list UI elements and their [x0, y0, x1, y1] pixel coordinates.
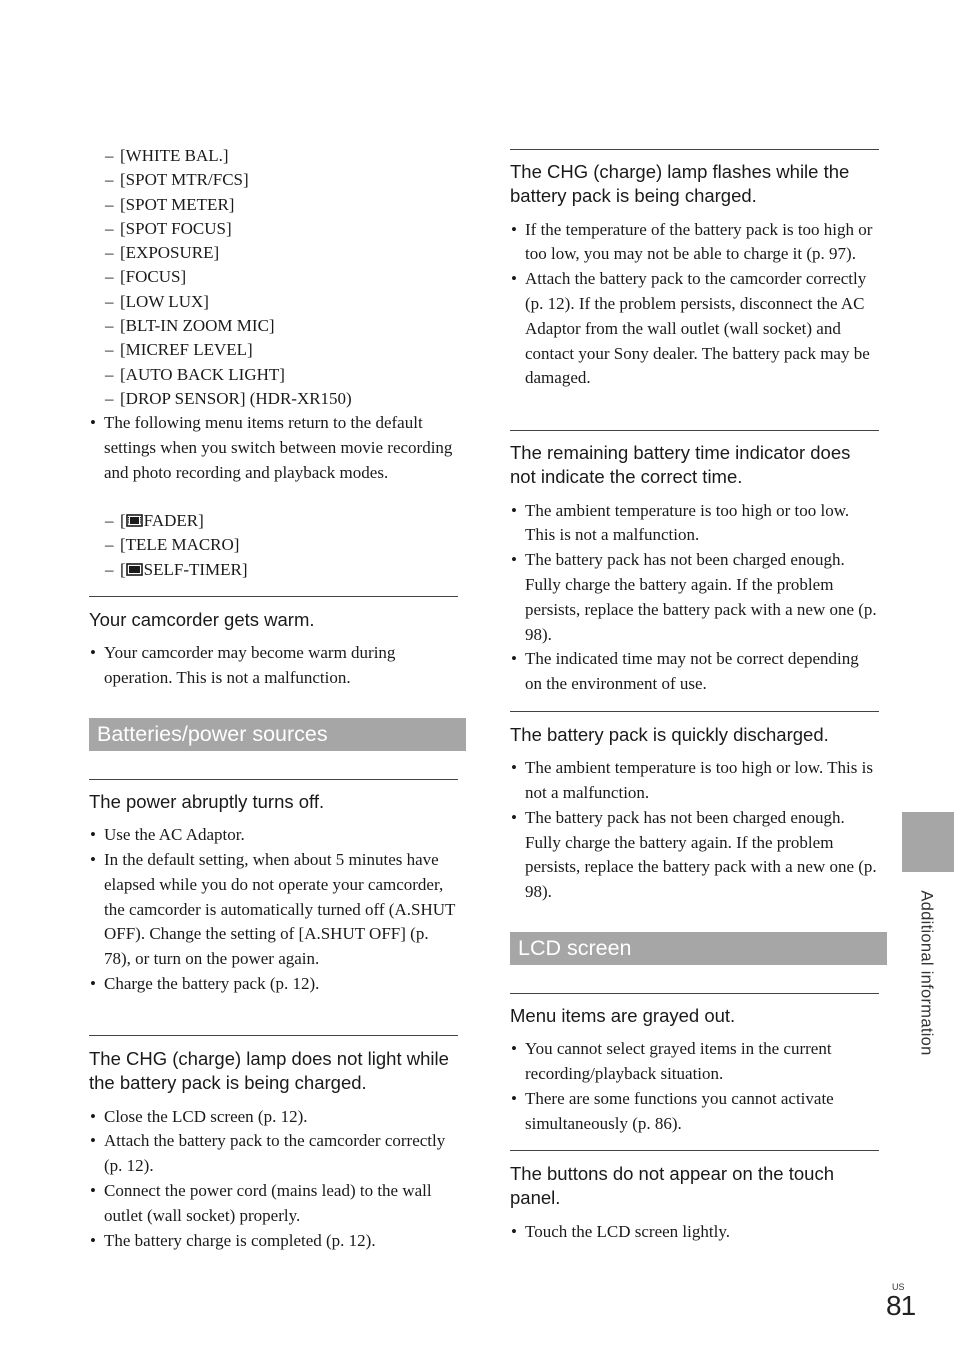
trouble-bullets: [89, 1105, 458, 1254]
list-item: • Use the AC Adaptor.: [90, 825, 245, 845]
list-item: • The battery pack has not been charged enough. Fully charge the battery again. If the problem persists, replace the battery pack with a new one (p. 98).: [511, 550, 877, 644]
list-item: • Touch the LCD screen lightly.: [511, 1221, 730, 1241]
trouble-item-buttons-missing: [510, 1162, 879, 1244]
mode-switch-note: [89, 411, 458, 485]
trouble-bullets: [510, 1220, 879, 1245]
divider: [510, 711, 879, 712]
trouble-bullets: [89, 823, 458, 997]
divider: [510, 149, 879, 150]
trouble-item-remaining-time: [510, 441, 879, 697]
list-item: – [ FADER]: [105, 511, 204, 530]
list-item: – [SPOT FOCUS]: [105, 218, 232, 238]
trouble-item-quick-discharge: [510, 723, 879, 905]
mode-items-list: [89, 509, 458, 582]
trouble-heading: Your camcorder gets warm.: [89, 609, 315, 630]
list-item: – [DROP SENSOR] (HDR-XR150): [105, 388, 352, 408]
trouble-bullets: [89, 641, 458, 691]
divider: [89, 1035, 458, 1036]
trouble-heading: Menu items are grayed out.: [510, 1005, 736, 1026]
page-footer: [886, 1282, 926, 1320]
trouble-bullets: [510, 756, 879, 905]
divider: [510, 993, 879, 994]
list-item: • The ambient temperature is too high or too low. This is not a malfunction.: [511, 500, 850, 545]
chapter-tab[interactable]: [902, 812, 954, 872]
camera-mode-icon: [126, 563, 143, 576]
divider: [89, 779, 458, 780]
list-item: • The battery charge is completed (p. 12).: [90, 1230, 376, 1250]
list-item: – [SPOT METER]: [105, 194, 235, 214]
trouble-item-warm: [89, 608, 458, 691]
list-item: • The following menu items return to the default settings when you switch between movie recording and photo recording and playback modes.: [90, 413, 453, 482]
list-item: • Close the LCD screen (p. 12).: [90, 1106, 308, 1126]
list-item: – [EXPOSURE]: [105, 243, 220, 263]
trouble-heading: The remaining battery time indicator does not indicate the correct time.: [510, 442, 851, 488]
trouble-heading: The CHG (charge) lamp does not light while the battery pack is being charged.: [89, 1048, 449, 1094]
list-item: • You cannot select grayed items in the current recording/playback situation.: [511, 1039, 832, 1084]
trouble-item-chg-flashes: [510, 160, 879, 391]
list-item: • Connect the power cord (mains lead) to the wall outlet (wall socket) properly.: [90, 1180, 432, 1225]
list-item: • There are some functions you cannot activate simultaneously (p. 86).: [511, 1088, 834, 1133]
list-item: – [LOW LUX]: [105, 291, 209, 311]
trouble-bullets: [510, 218, 879, 392]
list-item: • The indicated time may not be correct depending on the environment of use.: [511, 649, 859, 694]
divider: [89, 596, 458, 597]
trouble-bullets: [510, 499, 879, 697]
list-item: • If the temperature of the battery pack is too high or too low, you may not be able to charge it (p. 97).: [511, 219, 873, 264]
list-item: – [BLT-IN ZOOM MIC]: [105, 316, 275, 336]
region-code: US: [892, 1282, 905, 1292]
list-item: – [FOCUS]: [105, 267, 187, 287]
list-item: • Attach the battery pack to the camcorder correctly (p. 12). If the problem persists, disconnect the AC Adaptor from the wall outlet (wall socket) and contact your Sony dealer. The battery pack may be damaged.: [511, 269, 870, 388]
list-item: • The ambient temperature is too high or low. This is not a malfunction.: [511, 758, 873, 803]
trouble-bullets: [510, 1037, 879, 1136]
list-item: – [TELE MACRO]: [105, 535, 240, 555]
trouble-heading: The buttons do not appear on the touch panel.: [510, 1163, 834, 1209]
section-title-batteries: Batteries/power sources: [89, 718, 466, 751]
trouble-item-grayed-out: [510, 1004, 879, 1136]
list-item: • Charge the battery pack (p. 12).: [90, 974, 320, 994]
divider: [510, 430, 879, 431]
list-item: – [ SELF-TIMER]: [105, 559, 248, 579]
list-item: • The battery pack has not been charged enough. Fully charge the battery again. If the problem persists, replace the battery pack with a new one (p. 98).: [511, 807, 877, 902]
list-item: – [AUTO BACK LIGHT]: [105, 364, 285, 384]
list-item: • Attach the battery pack to the camcorder correctly (p. 12).: [90, 1131, 446, 1176]
section-title-lcd-screen: LCD screen: [510, 932, 887, 965]
movie-mode-icon: [126, 514, 143, 527]
list-item: – [MICREF LEVEL]: [105, 340, 253, 360]
page-number: 81: [886, 1290, 916, 1321]
list-item: – [SPOT MTR/FCS]: [105, 170, 249, 190]
list-item: – [WHITE BAL.]: [105, 146, 229, 165]
continued-settings-list: [89, 144, 458, 411]
trouble-item-power-off: [89, 790, 458, 997]
divider: [510, 1150, 879, 1151]
trouble-item-chg-no-light: [89, 1047, 458, 1253]
trouble-heading: The power abruptly turns off.: [89, 791, 325, 812]
list-item: • Your camcorder may become warm during operation. This is not a malfunction.: [90, 643, 396, 688]
trouble-heading: The battery pack is quickly discharged.: [510, 724, 829, 745]
trouble-heading: The CHG (charge) lamp flashes while the battery pack is being charged.: [510, 161, 850, 207]
list-item: • In the default setting, when about 5 minutes have elapsed while you do not operate your camcorder, the camcorder is automatically turned off (A.SHUT OFF). Change the setting of [A.SHUT OFF] (p. 78), or turn on the power again.: [90, 850, 456, 969]
chapter-label: Additional information: [917, 890, 936, 1056]
